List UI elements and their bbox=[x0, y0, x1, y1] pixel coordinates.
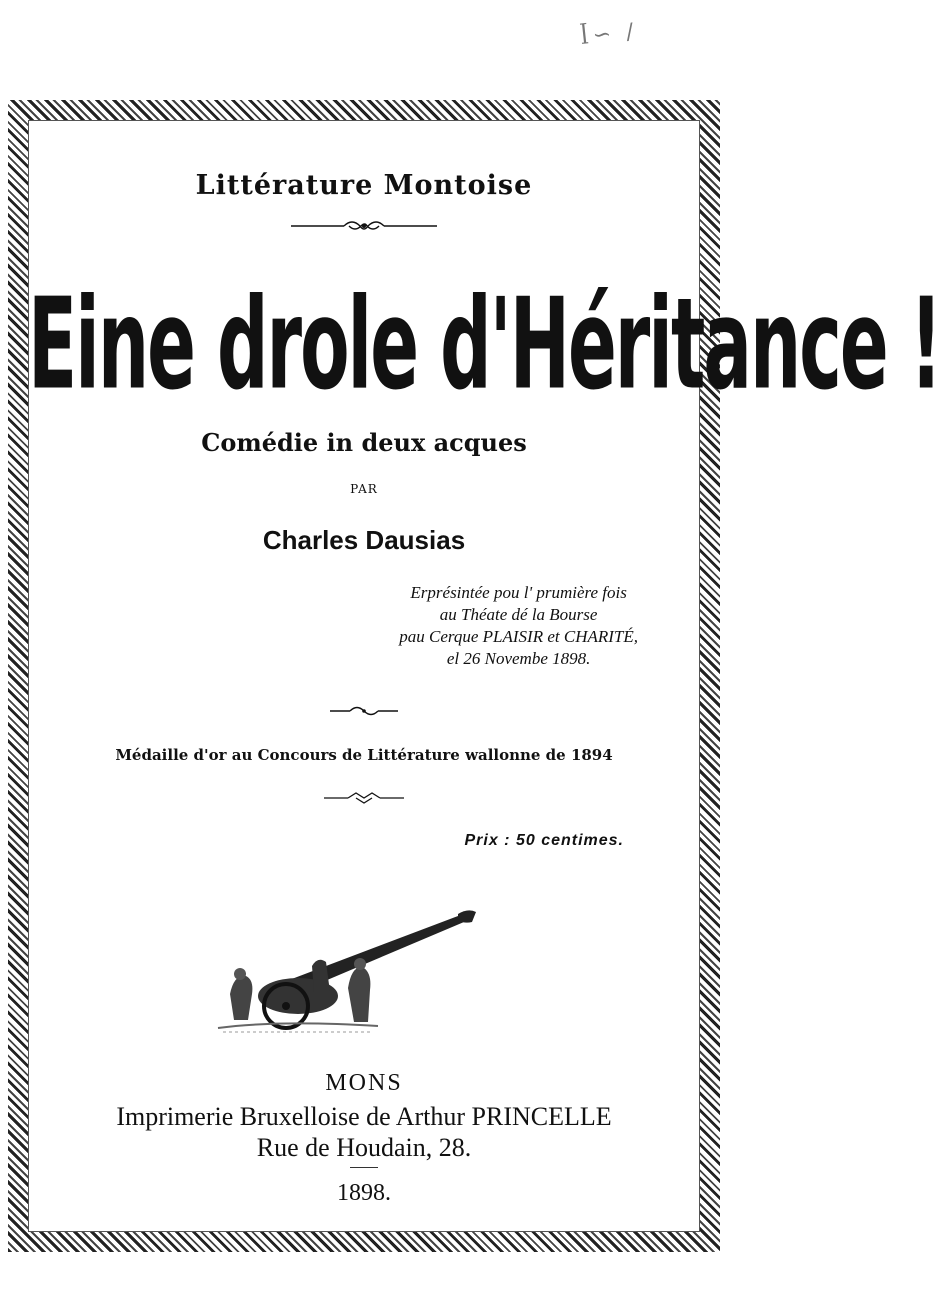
divider bbox=[350, 1167, 378, 1168]
ornament-flourish-icon bbox=[289, 216, 439, 236]
title-page bbox=[28, 120, 941, 1232]
ornament-flourish-icon bbox=[328, 704, 400, 718]
handwritten-marks: ꟾ∽ / bbox=[578, 19, 639, 50]
publisher-city: MONS bbox=[325, 1070, 403, 1096]
performance-line: el 26 Novembe 1898. bbox=[446, 649, 591, 668]
series-title: Littérature Montoise bbox=[195, 170, 533, 201]
cannon-illustration-icon bbox=[208, 896, 498, 1036]
performance-line: Erprésintée pou l' prumière fois bbox=[410, 583, 627, 602]
performance-line: au Théate dé la Bourse bbox=[439, 605, 598, 624]
subtitle: Comédie in deux acques bbox=[201, 428, 527, 457]
author-name: Charles Dausias bbox=[262, 525, 466, 555]
printer-name: Imprimerie Bruxelloise de Arthur PRINCELLE bbox=[116, 1102, 612, 1131]
award-line: Médaille d'or au Concours de Littérature wallonne de 1894 bbox=[115, 746, 613, 764]
ornament-flourish-icon bbox=[322, 791, 406, 805]
printer-address: Rue de Houdain, 28. bbox=[256, 1133, 472, 1162]
performance-line: pau Cerque PLAISIR et CHARITÉ, bbox=[399, 627, 638, 646]
main-title: Eine drole d'Héritance ! bbox=[28, 270, 941, 417]
publication-year: 1898. bbox=[337, 1180, 391, 1206]
price-label: Prix : 50 centimes. bbox=[464, 832, 624, 849]
performance-note bbox=[399, 582, 638, 670]
by-label: PAR bbox=[350, 482, 378, 496]
